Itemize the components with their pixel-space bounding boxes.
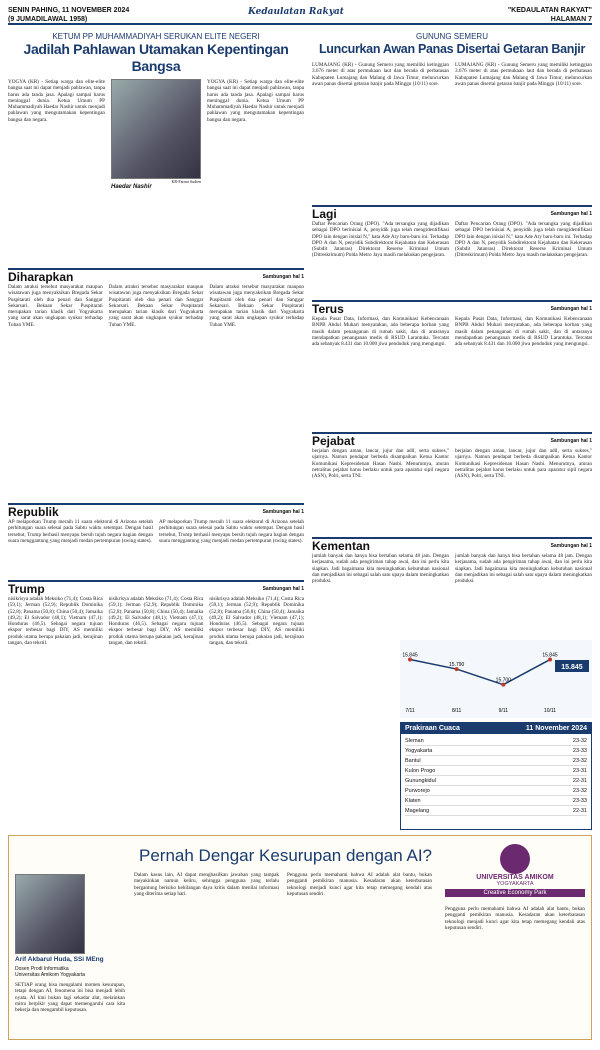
section-text: nisikrisya adalah Meksiko (71,4); Costa Rica (59,1); Jerman (52,9); Republik Dominika (52,8); Panama (50,8); China (50,4); Jamaika (49,2); El Salvador (48,1); Vietnam (47,1); Honduras (46,5). Sebagai negara tujuan ekspor terbesar bagi DIY, AS memiliki produk utama berupa pakaian jadi, kerajinan tangan, dan tekstil. (8, 596, 103, 647)
section-text-2: Daftar Pencarian Orang (DPO). "Ada tersangka yang dijadikan sebagai DPO berinisial A, penyidik juga telah mengidentifikasi DPO lain dengan inisial N," kata Ade Ary baru-baru ini. Terhadap DPO A dan N, penyidik Subdirektorat Kejahatan dan Kekerasan (Subdit Jatanras) Direktorat Reserse Kriminal Umum (Ditreskrimum) Polda Metro Jaya masih melakukan pengejaran. (455, 221, 592, 259)
weather-city: Bantul (405, 757, 421, 764)
section-tag: Sambungan hal 1 (550, 211, 592, 217)
story-headline: Jadilah Pahlawan Utamakan Kepentingan Bangsa (23, 41, 289, 74)
weather-row (405, 786, 587, 796)
section-title: Trump (8, 582, 45, 596)
author-role (15, 966, 125, 978)
weather-temp: 23-32 (572, 757, 587, 764)
tick-label: 7/11 (405, 708, 415, 714)
section-tag: Sambungan hal 1 (262, 274, 304, 280)
tick-label: 8/11 (451, 708, 462, 714)
story-lead: LUMAJANG (KR) - Gunung Semeru yang memiliki ketinggian 3.676 meter di atas permukaan laut dan berada di perbatasan Kabupaten Lumajang dan Malang di Jawa Timur, meluncurkan awan panas disertai getaran banjir pada Minggu (10/11) sore. (312, 62, 449, 87)
section-text: Dalam atraksi tersebut masyarakat maupun wisatawan juga menyaksikan Bregada Sekar Puspitarati oleh dua penari dan Sanggar Sekarsari. Bekaan Sekar Puspitarati merupakan tarian klasik dari Yogyakarta yang sarat akan ungkapan syukur terhadap Tuhan YME. (8, 284, 103, 328)
weather-city: Magelang (405, 807, 430, 814)
header-page-number: HALAMAN 7 (550, 16, 592, 23)
weather-city: Yogyakarta (405, 747, 433, 754)
page-header (8, 4, 592, 30)
weather-table (400, 722, 592, 830)
story-kicker: KETUM PP MUHAMMADIYAH SERUKAN ELITE NEGERI (52, 32, 260, 41)
weather-title: Prakiraan Cuaca (405, 725, 460, 732)
weather-row (405, 746, 587, 756)
masthead-logo: Kedaulatan Rakyat (248, 7, 344, 17)
section-text-2: Dalam atraksi tersebut masyarakat maupun wisatawan juga menyaksikan Bregada Sekar Puspitarati oleh dua penari dan Sanggar Sekarsari. Bekaan Sekar Puspitarati merupakan tarian klasik dari Yogyakarta yang sarat akan ungkapan syukur terhadap Tuhan YME. (108, 284, 204, 328)
weather-temp: 22-31 (572, 807, 587, 814)
opinion-block (8, 835, 592, 1040)
section-lagi (312, 205, 592, 295)
weather-city: Kulon Progo (405, 767, 436, 774)
section-tag: Sambungan hal 1 (262, 586, 304, 592)
photo-credit: KR-Fatimi Sudien (171, 179, 201, 184)
section-title: Pejabat (312, 434, 355, 448)
author-role-line-2: Universitas Amikom Yogyakarta (15, 972, 86, 978)
weather-temp: 23-32 (572, 737, 587, 744)
header-date (8, 6, 129, 24)
weather-row (405, 756, 587, 766)
brand-sub: YOGYAKARTA (496, 881, 534, 887)
section-trump (8, 580, 304, 830)
header-hijri-line: (9 JUMADILAWAL 1958) (8, 16, 88, 23)
header-rule (8, 23, 592, 25)
tick-label: 10/11 (543, 708, 557, 714)
section-text: jumlah banyak dan hanya bisa bertahan selama 48 jam. Dengan kerjasama, sudah ada pengiriman tahap awal, dan ini perlu kita siapkan. Jadi bagaimana kita meningkatkan kebutuhan nasional dan menjadikan ini sebagai salah satu upaya dalam meningkatkan produksi. (312, 553, 449, 585)
section-tag: Sambungan hal 1 (550, 543, 592, 549)
weather-temp: 23-33 (572, 747, 587, 754)
weather-temp: 23-31 (572, 767, 587, 774)
weather-date: 11 November 2024 (525, 725, 587, 732)
header-page-info (508, 6, 592, 24)
portrait-photo (111, 79, 201, 179)
section-title: Kementan (312, 539, 371, 553)
weather-temp: 23-33 (572, 797, 587, 804)
section-text-2: nisikrisya adalah Meksiko (71,4); Costa Rica (59,1); Jerman (52,9); Republik Dominika (52,8); Panama (50,8); China (50,4); Jamaika (49,2); El Salvador (48,1); Vietnam (47,1); Honduras (46,5). Sebagai negara tujuan ekspor terbesar bagi DIY, AS memiliki produk utama berupa pakaian jadi, kerajinan tangan, dan tekstil. (108, 596, 204, 647)
header-paper-name: "KEDAULATAN RAKYAT" (507, 7, 592, 14)
university-logo-icon (500, 844, 530, 874)
section-title: Republik (8, 505, 59, 519)
section-diharapkan (8, 268, 304, 498)
weather-row (405, 766, 587, 776)
section-title: Lagi (312, 207, 337, 221)
weather-row (405, 776, 587, 786)
weather-city: Gunungkidul (405, 777, 436, 784)
section-text-2: AP melaporkan Trump meraih 11 suara elektoral di Arizona setelah perhitungan suara selesai pada Sabtu waktu setempat. Dengan hasil tersebut, Trump berhasil menyapu bersih tujuh negara bagian dengan suara menggantung yang menjadi medan pertempuran (swing states). (159, 519, 304, 544)
section-pejabat (312, 432, 592, 532)
section-tag: Sambungan hal 1 (550, 306, 592, 312)
author-photo (15, 874, 85, 954)
brand-tagline: Creative Economy Park (445, 889, 585, 897)
section-title: Diharapkan (8, 270, 74, 284)
section-title: Terus (312, 302, 344, 316)
opinion-col-1: Dalam kasus lain, AI dapat menghasilkan jawaban yang tampak meyakinkan namun keliru, sehingga pengguna yang terlalu bergantung berisiko kehilangan daya kritis dalam menilai informasi yang diterima setiap hari. (134, 872, 279, 897)
weather-rows (401, 734, 591, 818)
story-semeru (312, 32, 592, 202)
weather-temp: 22-31 (572, 777, 587, 784)
weather-city: Purworejo (405, 787, 430, 794)
opinion-intro: SETIAP orang bisa mengalami momen kesurupan, tetapi dengan AI, fenomena ini bisa menjadi lebih nyata. AI kini bukan lagi sekadar alat, melainkan mitra berpikir yang dapat memengaruhi cara kita bekerja dan mengambil keputusan. (15, 982, 125, 1014)
section-text-2: Kepala Pusat Data, Informasi, dan Komunikasi Kebencanaan BNPB Abdul Muhari menyatakan, ada beberapa korban yang masih dalam penanganan di rumah sakit, dan di antaranya mendapatkan penanganan medis di RSUD Larantuka. Tercatat ada sebanyak 8.431 dan 10.000 jiwa penduduk yang mengungsi. (455, 316, 592, 348)
story-body-continued: YOGYA (KR) - Setiap warga dan elite-elite bangsa saat ini dapat menjadi pahlawan, tanpa harus ada tanda jasa. Apalagi sampai harus meninggal dunia. Ketua Umum PP Muhammadiyah Haedar Nashir untuk menjadi pahlawan yang mengutamakan kepentingan bangsa dan negara. (207, 79, 304, 123)
story-body-continued: LUMAJANG (KR) - Gunung Semeru yang memiliki ketinggian 3.676 meter di atas permukaan laut dan berada di perbatasan Kabupaten Lumajang dan Malang di Jawa Timur, meluncurkan awan panas disertai getaran banjir pada Minggu (10/11) sore. (455, 62, 592, 87)
data-label: 15.845 (402, 652, 418, 659)
section-text-3: Dalam atraksi tersebut masyarakat maupun wisatawan juga menyaksikan Bregada Sekar Puspitarati oleh dua penari dan Sanggar Sekarsari. Bekaan Sekar Puspitarati merupakan tarian klasik dari Yogyakarta yang sarat akan ungkapan syukur terhadap Tuhan YME. (209, 284, 305, 328)
latest-value: 15.845 (561, 664, 583, 671)
story-headline: Luncurkan Awan Panas Disertai Getaran Banjir (318, 42, 586, 56)
section-text: berjalan dengan aman, lancar, jujur dan adil, serta sukses," ujarnya. Namun pendapat berbeda disampaikan Ketua Kantor Komunikasi Kepresidenan Hasan Nasbi. Menurutnya, aturan netralitas pejabat harus berlaku untuk para aparatur sipil negara (ASN), Polri, serta TNI. (312, 448, 449, 480)
section-kementan (312, 537, 592, 637)
data-label: 15.700 (495, 677, 511, 684)
weather-temp: 23-32 (572, 787, 587, 794)
section-tag: Sambungan hal 1 (550, 438, 592, 444)
section-text-2: berjalan dengan aman, lancar, jujur dan adil, serta sukses," ujarnya. Namun pendapat berbeda disampaikan Ketua Kantor Komunikasi Kepresidenan Hasan Nasbi. Menurutnya, aturan netralitas pejabat harus berlaku untuk para aparatur sipil negara (ASN), Polri, serta TNI. (455, 448, 592, 480)
author-name: Arif Akbarul Huda, SSi MEng (15, 956, 104, 963)
story-kicker: GUNUNG SEMERU (415, 32, 488, 41)
data-label: 15.845 (542, 652, 558, 659)
brand-block (445, 844, 585, 897)
tick-label: 9/11 (498, 708, 509, 714)
section-terus (312, 300, 592, 428)
section-text: AP melaporkan Trump meraih 11 suara elektoral di Arizona setelah perhitungan suara selesai pada Sabtu waktu setempat. Dengan hasil tersebut, Trump berhasil menyapu bersih tujuh negara bagian dengan suara menggantung yang menjadi medan pertempuran (swing states). (8, 519, 153, 544)
rupiah-line-chart (400, 640, 592, 718)
author-role-line-1: Dosen Prodi Informatika (15, 966, 69, 972)
opinion-col-3: Pengguna perlu memahami bahwa AI adalah alat bantu, bukan pengganti pemikiran manusia. Kesadaran akan keterbatasan teknologi menjadi kunci agar kita tetap memegang kendali atas keputusan sendiri. (445, 906, 585, 931)
weather-city: Sleman (405, 737, 424, 744)
section-text-2: jumlah banyak dan hanya bisa bertahan selama 48 jam. Dengan kerjasama, sudah ada pengiriman tahap awal, dan ini perlu kita siapkan. Jadi bagaimana kita meningkatkan kebutuhan nasional dan menjadikan ini sebagai salah satu upaya dalam meningkatkan produksi. (455, 553, 592, 585)
weather-row (405, 796, 587, 806)
section-republik (8, 503, 304, 575)
section-text: Daftar Pencarian Orang (DPO). "Ada tersangka yang dijadikan sebagai DPO berinisial A, penyidik juga telah mengidentifikasi DPO lain dengan inisial N," kata Ade Ary baru-baru ini. Terhadap DPO A dan N, penyidik Subdirektorat Kejahatan dan Kekerasan (Subdit Jatanras) Direktorat Reserse Kriminal Umum (Ditreskrimum) Polda Metro Jaya masih melakukan pengejaran. (312, 221, 449, 259)
photo-name: Haedar Nashir (111, 184, 152, 190)
story-lead: YOGYA (KR) - Setiap warga dan elite-elite bangsa saat ini dapat menjadi pahlawan, tanpa harus ada tanda jasa. Apalagi sampai harus meninggal dunia. Ketua Umum PP Muhammadiyah Haedar Nashir untuk menjadi pahlawan yang mengutamakan kepentingan bangsa dan negara. (8, 79, 105, 123)
data-label: 15.790 (449, 662, 465, 669)
section-tag: Sambungan hal 1 (262, 509, 304, 515)
story-pahlawan (8, 32, 304, 264)
section-text-3: nisikrisya adalah Meksiko (71,4); Costa Rica (59,1); Jerman (52,9); Republik Dominika (52,8); Panama (50,8); China (50,4); Jamaika (49,2); El Salvador (48,1); Vietnam (47,1); Honduras (46,5). Sebagai negara tujuan ekspor terbesar bagi DIY, AS memiliki produk utama berupa pakaian jadi, kerajinan tangan, dan tekstil. (209, 596, 305, 647)
brand-name: UNIVERSITAS AMIKOM (476, 874, 554, 881)
header-date-line: SENIN PAHING, 11 NOVEMBER 2024 (8, 7, 130, 14)
opinion-col-2: Pengguna perlu memahami bahwa AI adalah alat bantu, bukan pengganti pemikiran manusia. Kesadaran akan keterbatasan teknologi menjadi kunci agar kita tetap memegang kendali atas keputusan sendiri. (287, 872, 432, 897)
opinion-headline: Pernah Dengar Kesurupan dengan AI? (139, 846, 433, 865)
weather-city: Klaten (405, 797, 421, 804)
weather-row (405, 736, 587, 746)
section-text: Kepala Pusat Data, Informasi, dan Komunikasi Kebencanaan BNPB Abdul Muhari menyatakan, ada beberapa korban yang masih dalam penanganan di rumah sakit, dan di antaranya mendapatkan penanganan medis di RSUD Larantuka. Tercatat ada sebanyak 8.431 dan 10.000 jiwa penduduk yang mengungsi. (312, 316, 449, 348)
story-photo-block (111, 79, 201, 190)
rupiah-chart (400, 640, 592, 718)
weather-row (405, 806, 587, 816)
